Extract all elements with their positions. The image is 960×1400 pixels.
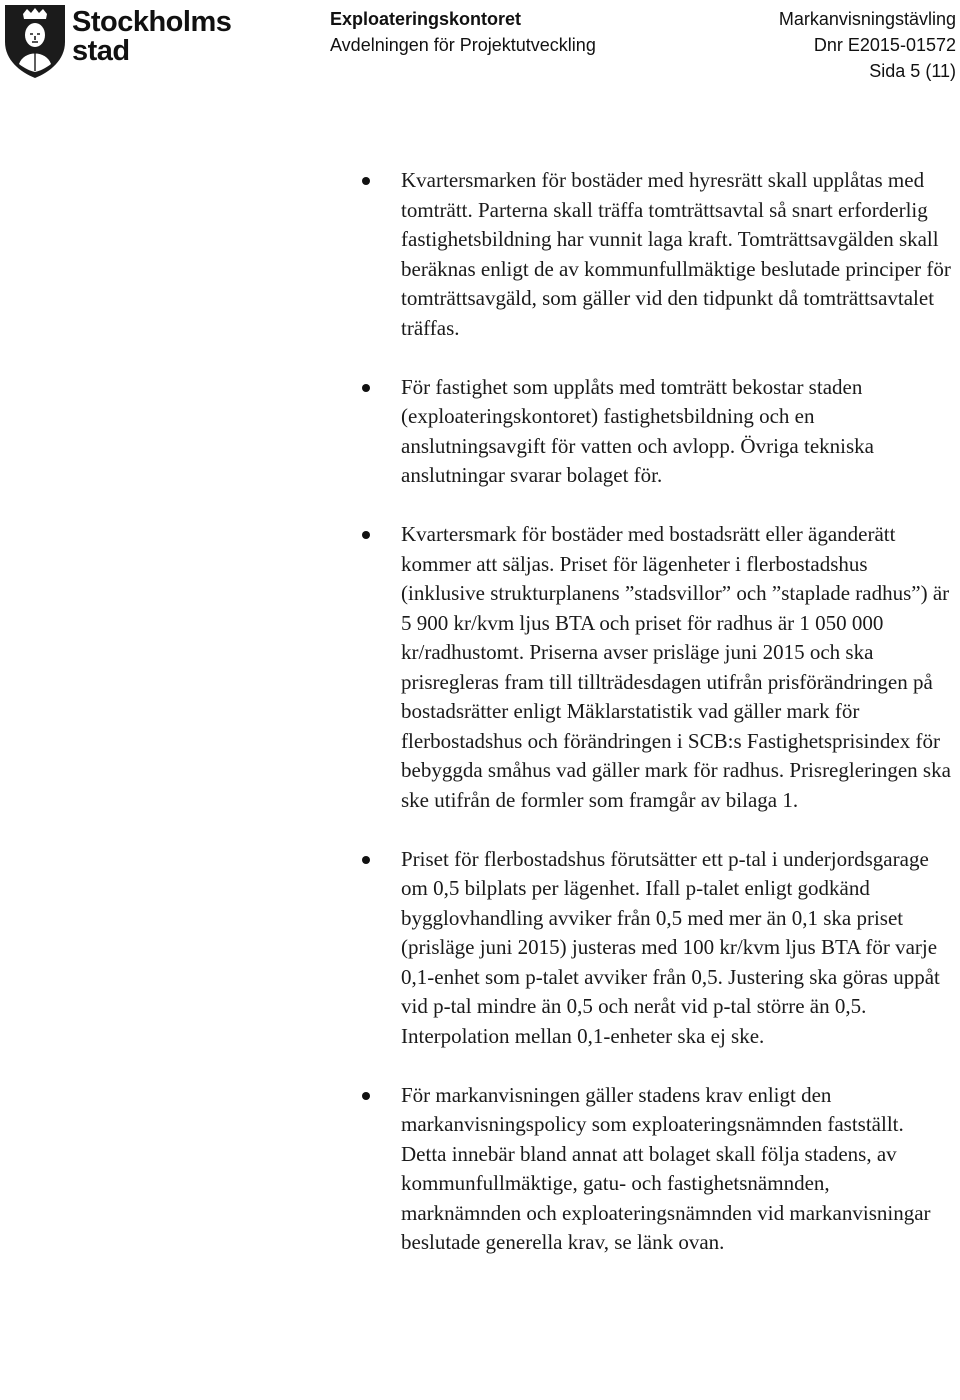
- bullet-icon: [362, 1092, 370, 1100]
- bullet-icon: [362, 177, 370, 185]
- list-item-text: För markanvisningen gäller stadens krav enligt den markanvisningspolicy som exploateringsnämnden fastställt. Detta innebär bland annat att bolaget skall följa stadens, av kommunfullmäktige, gatu- och fastighetsnämnden, marknämnden och exploateringsnämnden vid markanvisningar beslutade generella krav, se länk ovan.: [401, 1082, 931, 1254]
- bullet-icon: [362, 531, 370, 539]
- bullet-icon: [362, 856, 370, 864]
- header-department: Avdelningen för Projektutveckling: [330, 35, 596, 55]
- header-doc-title: Markanvisningstävling: [778, 9, 956, 29]
- bullet-list: [362, 166, 952, 1287]
- list-item-text: För fastighet som upplåts med tomträtt bekostar staden (exploateringskontoret) fastighetsbildning och en anslutningsavgift för vatten och avlopp. Övriga tekniska anslutningar svarar bolaget för.: [401, 374, 874, 487]
- list-item: [362, 845, 952, 1052]
- list-item: [362, 520, 952, 815]
- list-item-text: Priset för flerbostadshus förutsätter ett p-tal i underjordsgarage om 0,5 bilplats per lägenhet. Ifall p-talet enligt godkänd bygglovhandling avviker från 0,5 med mer än 0,1 ska priset (prisläge juni 2015) justeras med 100 kr/kvm ljus BTA för varje 0,1-enhet som p-talet avviker från 0,5. Justering ska göras uppåt vid p-tal mindre än 0,5 och neråt vid p-tal större än 0,5. Interpolation mellan 0,1-enheter ska ej ske.: [401, 846, 940, 1048]
- list-item-text: Kvartersmarken för bostäder med hyresrätt skall upplåtas med tomträtt. Parterna skall träffa tomträttsavtal så snart erforderlig fastighetsbildning har vunnit laga kraft. Tomträttsavgälden skall beräknas enligt de av kommunfullmäktige beslutade principer för tomträttsavgäld, som gäller vid den tidpunkt då tomträttsavtalet träffas.: [401, 168, 951, 340]
- header-left: [330, 6, 596, 58]
- header-right: [779, 6, 956, 84]
- list-item: [362, 166, 952, 343]
- stockholms-stad-logo: [2, 2, 232, 80]
- bullet-icon: [362, 384, 370, 392]
- logo-text-line1: Stockholms: [72, 6, 232, 38]
- city-crest-icon: [2, 2, 68, 80]
- list-item: [362, 373, 952, 491]
- header-page-number: Sida 5 (11): [869, 61, 956, 81]
- header-doc-number: Dnr E2015-01572: [813, 35, 956, 55]
- header-org: Exploateringskontoret: [330, 9, 522, 29]
- list-item: [362, 1081, 952, 1258]
- list-item-text: Kvartersmark för bostäder med bostadsrätt eller äganderätt kommer att säljas. Priset för lägenheter i flerbostadshus (inklusive strukturplanens ”stadsvillor” och ”staplade radhus”) är 5 900 kr/kvm ljus BTA och priset för radhus är 1 050 000 kr/radhustomt. Priserna avser prisläge juni 2015 och ska prisregleras fram till tillträdesdagen utifrån prisförändringen på bostadsrätter enligt Mäklarstatistik vad gäller mark för flerbostadshus och förändringen i SCB:s Fastighetsprisindex för bebyggda småhus vad gäller mark för radhus. Prisregleringen ska ske utifrån de formler som framgår av bilaga 1.: [401, 522, 951, 812]
- logo-text-line2: stad: [72, 35, 130, 67]
